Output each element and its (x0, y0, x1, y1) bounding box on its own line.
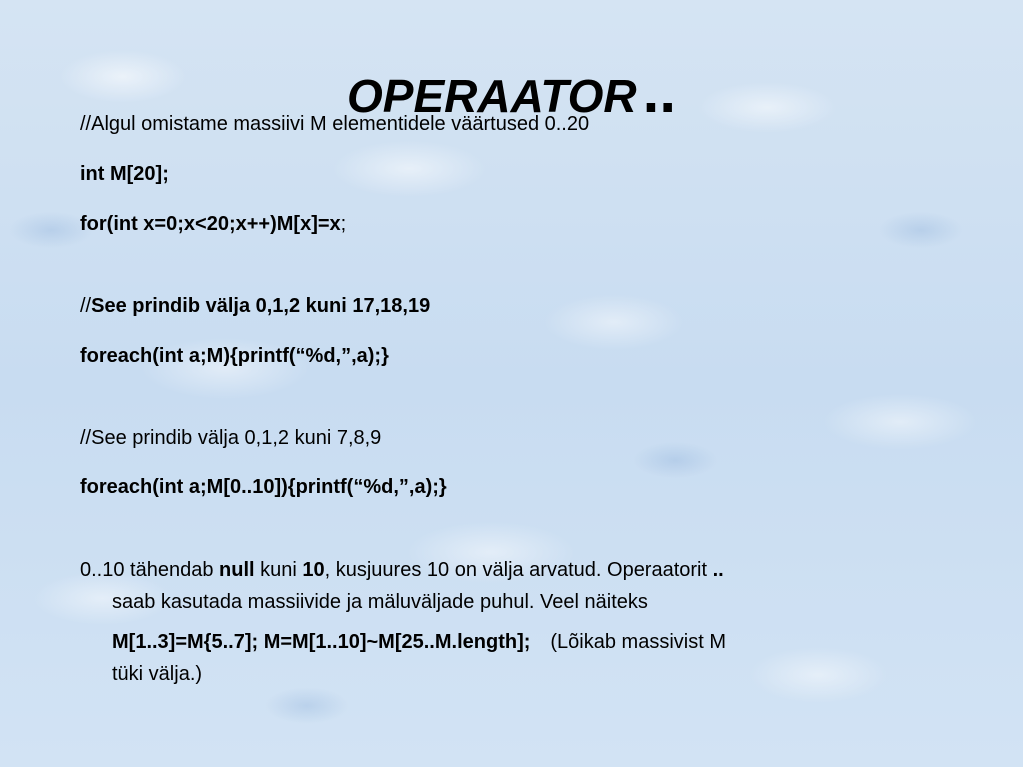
title-dots: .. (642, 58, 676, 125)
example-note-line-2: tüki välja.) (112, 663, 203, 685)
explanation-text-c: , kusjuures 10 on välja arvatud. Operaatorit (324, 559, 713, 581)
explanation-operator: .. (712, 559, 724, 581)
example-note: (Lõikab massivist M (550, 631, 726, 653)
example-line (112, 628, 726, 656)
code-for-loop (80, 210, 346, 238)
explanation-ten: 10 (302, 559, 325, 581)
explanation-line-1 (80, 556, 724, 584)
title-text: OPERAATOR (347, 70, 637, 122)
comment-print-all (80, 292, 430, 320)
explanation-line-2: saab kasutada massiivide ja mäluväljade puhul. Veel näiteks (112, 591, 648, 613)
code-foreach-slice: foreach(int a;M[0..10]){printf(“%d,”,a);} (80, 476, 447, 498)
comment-print-all-text: See prindib välja 0,1,2 kuni 17,18,19 (91, 295, 431, 317)
comment-print-slice: //See prindib välja 0,1,2 kuni 7,8,9 (80, 427, 382, 449)
code-declaration: int M[20]; (80, 163, 169, 185)
example-code: M[1..3]=M{5..7]; M=M[1..10]~M[25..M.length]; (112, 631, 531, 653)
explanation-text-b: kuni (254, 559, 303, 581)
explanation-null: null (219, 559, 255, 581)
comment-prefix: // (80, 295, 92, 317)
comment-initialize: //Algul omistame massiivi M elementidele väärtused 0..20 (80, 113, 590, 135)
code-for-loop-body: for(int x=0;x<20;x++)M[x]=x (80, 213, 341, 235)
code-for-loop-semicolon: ; (340, 213, 347, 235)
explanation-text-a: 0..10 tähendab (80, 559, 220, 581)
code-foreach-all: foreach(int a;M){printf(“%d,”,a);} (80, 345, 389, 367)
